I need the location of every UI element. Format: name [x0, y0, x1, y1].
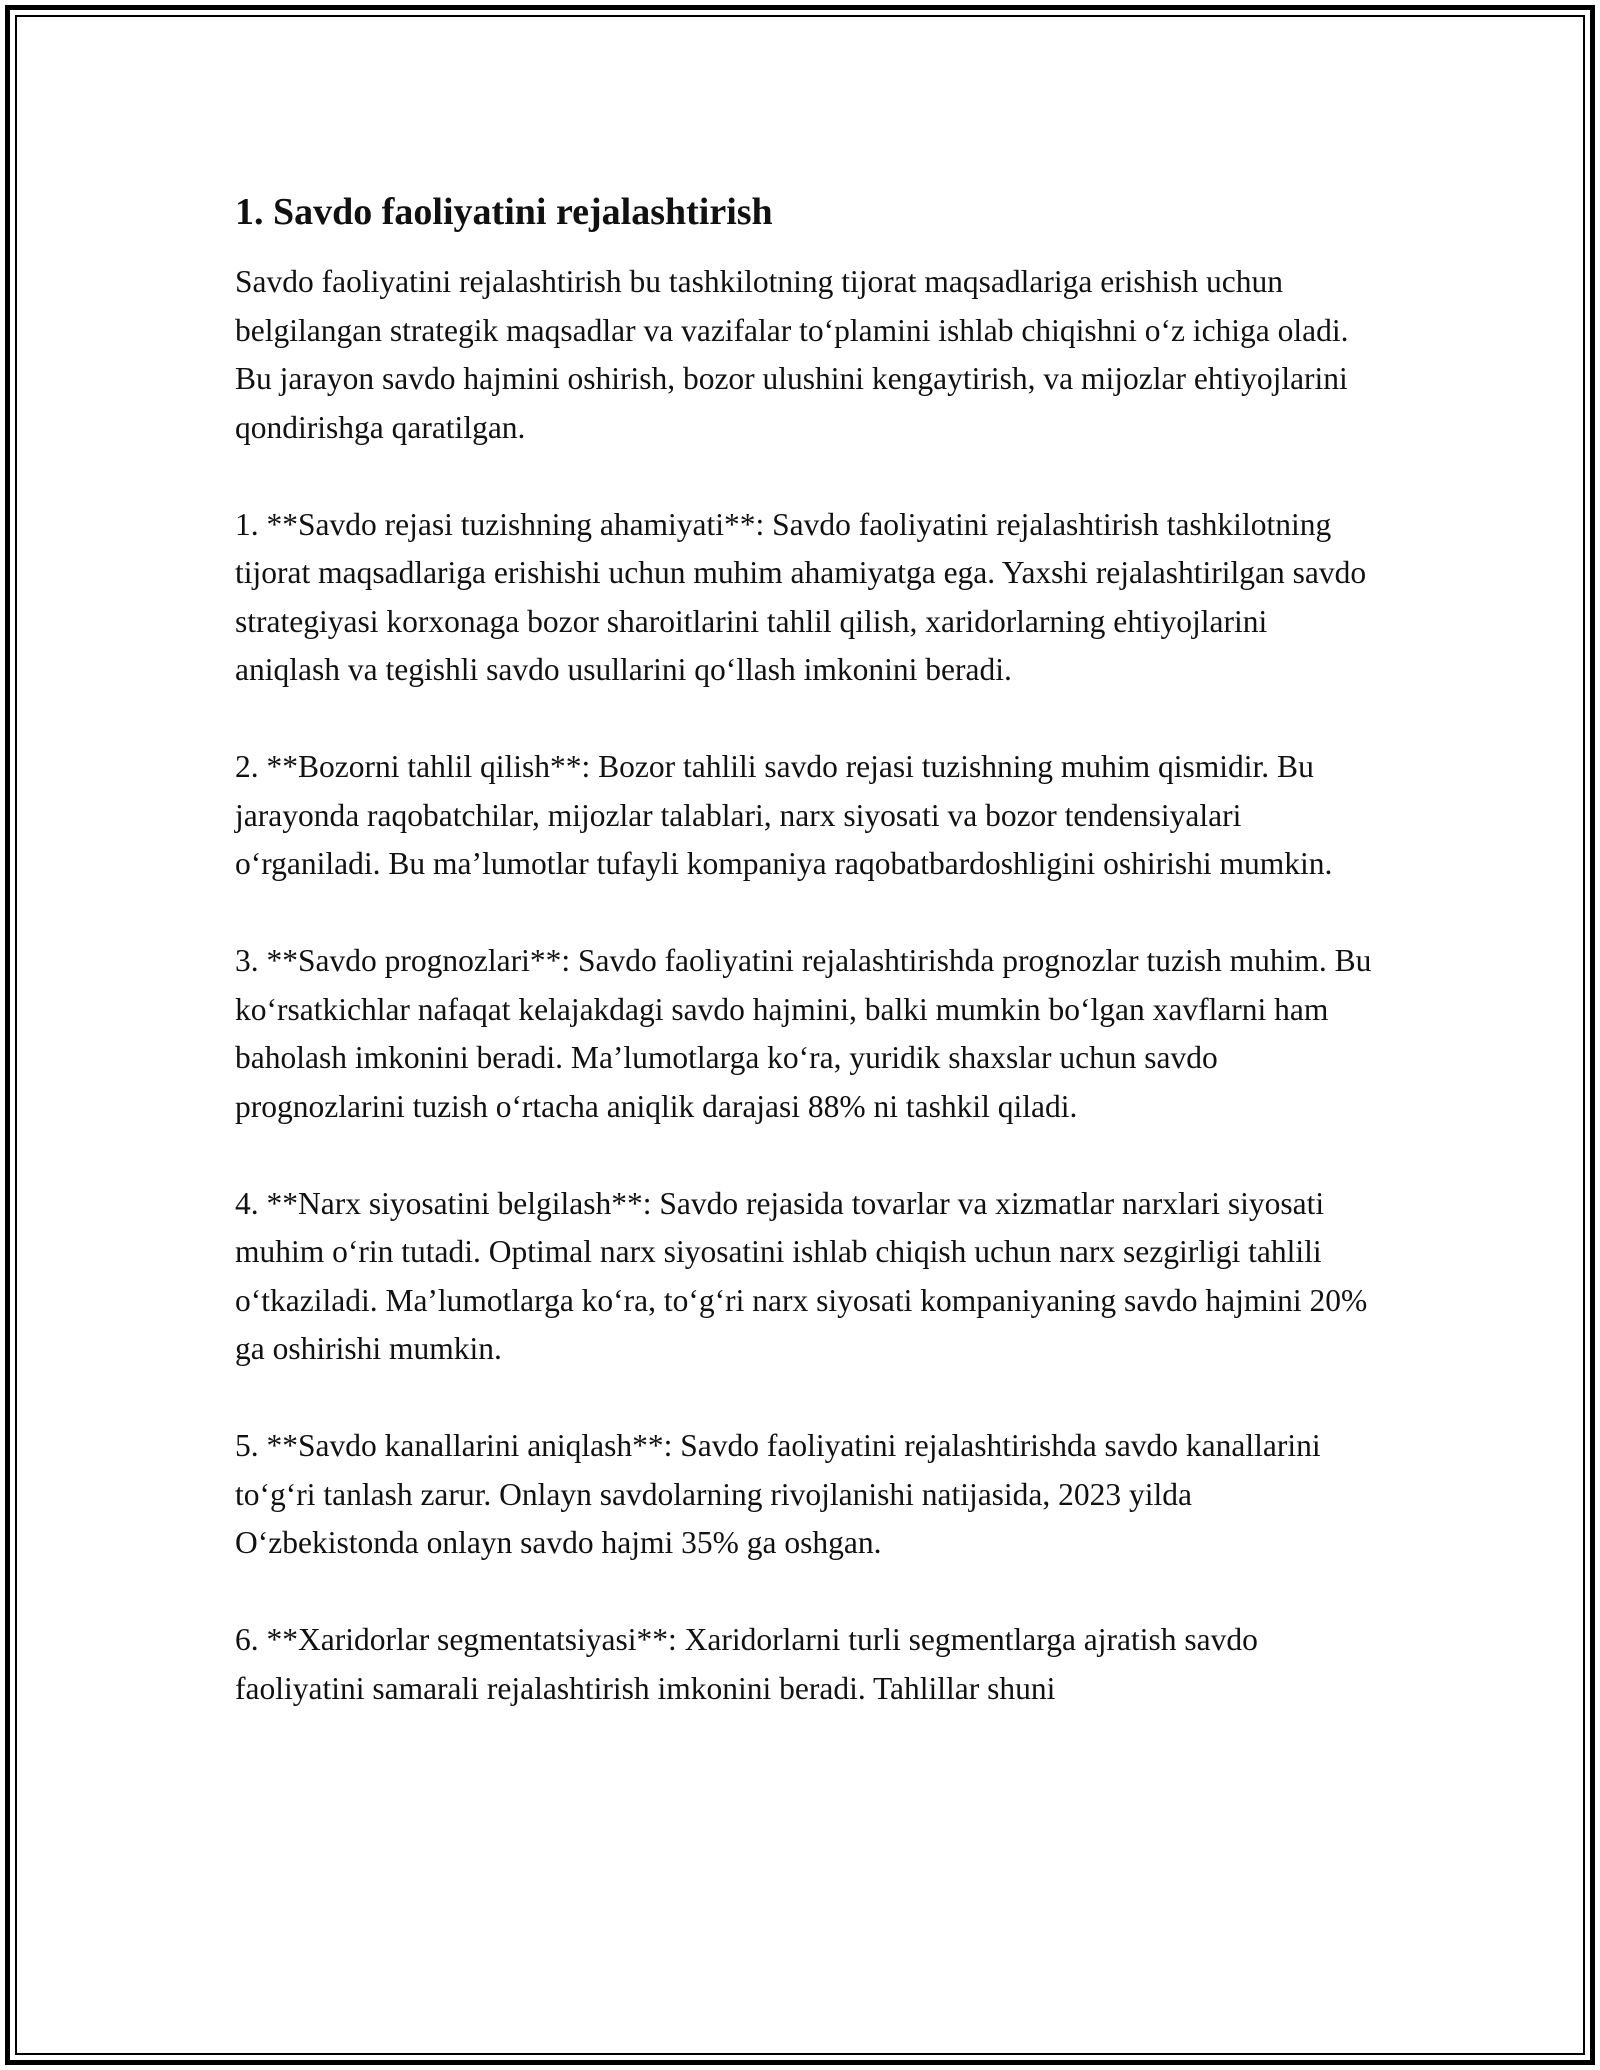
list-item-6: 6. **Xaridorlar segmentatsiyasi**: Xaridorlarni turli segmentlarga ajratish savdo faoliyatini samarali rejalashtirish imkonini beradi. Tahlillar shuni [235, 1622, 1258, 1706]
list-item-1: 1. **Savdo rejasi tuzishning ahamiyati**: Savdo faoliyatini rejalashtirish tashkilotning tijorat maqsadlariga erishishi uchun muhim ahamiyatga ega. Yaxshi rejalashtirilgan savdo strategiyasi korxonaga bozor sharoitlarini tahlil qilish, xaridorlarning ehtiyojlarini aniqlash va tegishli savdo usullarini qo‘llash imkonini beradi. [235, 506, 1367, 687]
list-item-5: 5. **Savdo kanallarini aniqlash**: Savdo faoliyatini rejalashtirishda savdo kanallarini to‘g‘ri tanlash zarur. Onlayn savdolarning rivojlanishi natijasida, 2023 yilda O‘zbekistonda onlayn savdo hajmi 35% ga oshgan. [235, 1428, 1321, 1560]
list-item-4: 4. **Narx siyosatini belgilash**: Savdo rejasida tovarlar va xizmatlar narxlari siyosati muhim o‘rin tutadi. Optimal narx siyosatini ishlab chiqish uchun narx sezgirligi tahlili o‘tkaziladi. Ma’lumotlarga ko‘ra, to‘g‘ri narx siyosati kompaniyaning savdo hajmini 20% ga oshirishi mumkin. [235, 1185, 1368, 1366]
list-item-3: 3. **Savdo prognozlari**: Savdo faoliyatini rejalashtirishda prognozlar tuzish muhim. Bu ko‘rsatkichlar nafaqat kelajakdagi savdo hajmini, balki mumkin bo‘lgan xavflarni ham baholash imkonini beradi. Ma’lumotlarga ko‘ra, yuridik shaxslar uchun savdo prognozlarini tuzish o‘rtacha aniqlik darajasi 88% ni tashkil qiladi. [235, 943, 1372, 1124]
section-title: 1. Savdo faoliyatini rejalashtirish [235, 191, 773, 233]
intro-paragraph: Savdo faoliyatini rejalashtirish bu tashkilotning tijorat maqsadlariga erishish uchun belgilangan strategik maqsadlar va vazifalar to‘plamini ishlab chiqishni o‘z ichiga oladi. Bu jarayon savdo hajmini oshirish, bozor ulushini kengaytirish, va mijozlar ehtiyojlarini qondirishga qaratilgan. [235, 264, 1349, 445]
document-body [235, 186, 1375, 1762]
list-item-2: 2. **Bozorni tahlil qilish**: Bozor tahlili savdo rejasi tuzishning muhim qismidir. Bu jarayonda raqobatchilar, mijozlar talablari, narx siyosati va bozor tendensiyalari o‘rganiladi. Bu ma’lumotlar tufayli kompaniya raqobatbardoshligini oshirishi mumkin. [235, 749, 1333, 881]
